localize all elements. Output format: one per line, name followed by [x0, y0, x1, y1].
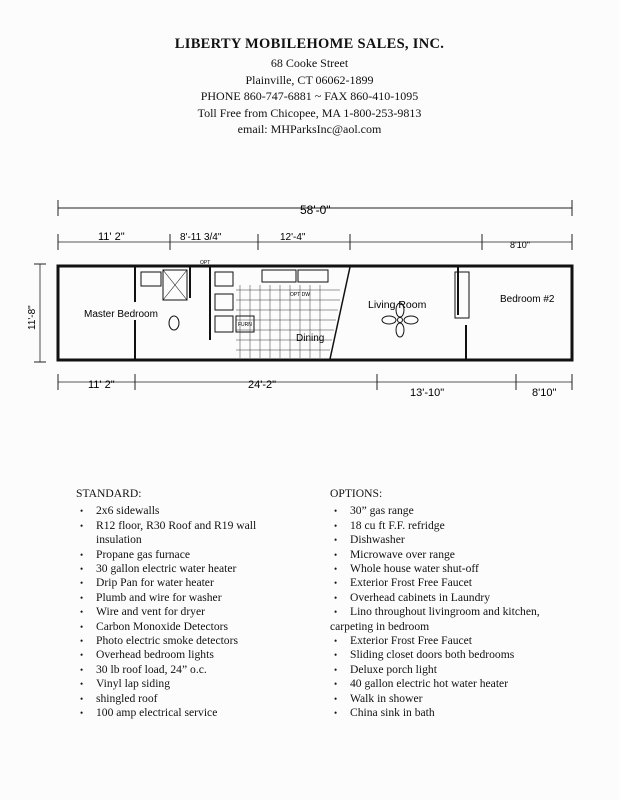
list-item: • 18 cu ft F.F. refridge	[330, 519, 590, 533]
list-item: • 30” gas range	[330, 504, 590, 518]
list-item-continuation: carpeting in bedroom	[330, 619, 430, 633]
street-address: 68 Cooke Street	[270, 56, 349, 70]
list-item: • Walk in shower	[330, 692, 590, 706]
list-item: • Wire and vent for dryer	[76, 605, 321, 619]
room-bedroom-2: Bedroom #2	[500, 294, 555, 305]
list-item: • Whole house water shut-off	[330, 562, 590, 576]
list-item: • Sliding closet doors both bedrooms	[330, 648, 590, 662]
overall-length-label: 58'-0"	[300, 203, 331, 217]
room-living-room: Living Room	[368, 299, 427, 311]
opt-dw-label: OPT DW	[290, 292, 310, 298]
list-item: • shingled roof	[76, 692, 321, 706]
list-item: • Lino throughout livingroom and kitchen,	[330, 605, 590, 619]
option-features	[330, 487, 590, 721]
list-item: • Microwave over range	[330, 548, 590, 562]
dim-bottom-4: 8'10"	[532, 387, 557, 399]
dim-bottom-2: 24'-2"	[248, 379, 277, 391]
list-item: • Overhead cabinets in Laundry	[330, 591, 590, 605]
list-item: • China sink in bath	[330, 706, 590, 720]
dim-bottom-3: 13'-10"	[410, 387, 445, 399]
standard-heading: STANDARD:	[76, 487, 142, 500]
furn-label: FURN	[238, 322, 252, 328]
dim-top-3: 12'-4"	[280, 232, 306, 243]
standard-features	[76, 487, 321, 721]
list-item: • Photo electric smoke detectors	[76, 634, 321, 648]
list-item: • Propane gas furnace	[76, 548, 321, 562]
dim-top-2: 8'-11 3/4"	[180, 232, 222, 243]
dim-top-1: 11' 2"	[98, 231, 125, 243]
list-item: • Overhead bedroom lights	[76, 648, 321, 662]
list-item: • 2x6 sidewalls	[76, 504, 321, 518]
list-item: • R12 floor, R30 Roof and R19 wall	[76, 519, 321, 533]
list-item-continuation: insulation	[96, 533, 142, 547]
list-item: • Plumb and wire for washer	[76, 591, 321, 605]
list-item: • Exterior Frost Free Faucet	[330, 576, 590, 590]
list-item: • 100 amp electrical service	[76, 706, 321, 720]
options-heading: OPTIONS:	[330, 487, 383, 500]
list-item: • Exterior Frost Free Faucet	[330, 634, 590, 648]
opt-label: OPT	[200, 260, 211, 266]
list-item: • Drip Pan for water heater	[76, 576, 321, 590]
email: email: MHParksInc@aol.com	[237, 122, 382, 136]
dim-bottom-1: 11' 2"	[88, 379, 115, 391]
city-address: Plainville, CT 06062-1899	[245, 72, 374, 87]
list-item: • Vinyl lap siding	[76, 677, 321, 691]
room-dining: Dining	[296, 333, 325, 344]
phone-fax: PHONE 860-747-6881 ~ FAX 860-410-1095	[200, 89, 419, 103]
list-item: • 30 gallon electric water heater	[76, 562, 321, 576]
dim-top-4: 8'10"	[510, 240, 530, 250]
floor-plan	[0, 190, 619, 425]
company-name: LIBERTY MOBILEHOME SALES, INC.	[174, 36, 445, 52]
width-label: 11'-8"	[27, 305, 38, 330]
list-item: • Carbon Monoxide Detectors	[76, 620, 321, 634]
list-item: • Dishwasher	[330, 533, 590, 547]
room-master-bedroom: Master Bedroom	[84, 309, 158, 320]
list-item: • 40 gallon electric hot water heater	[330, 677, 590, 691]
toll-free: Toll Free from Chicopee, MA 1-800-253-9813	[197, 105, 422, 120]
list-item: • Deluxe porch light	[330, 663, 590, 677]
letterhead	[0, 36, 619, 138]
list-item: • 30 lb roof load, 24” o.c.	[76, 663, 321, 677]
